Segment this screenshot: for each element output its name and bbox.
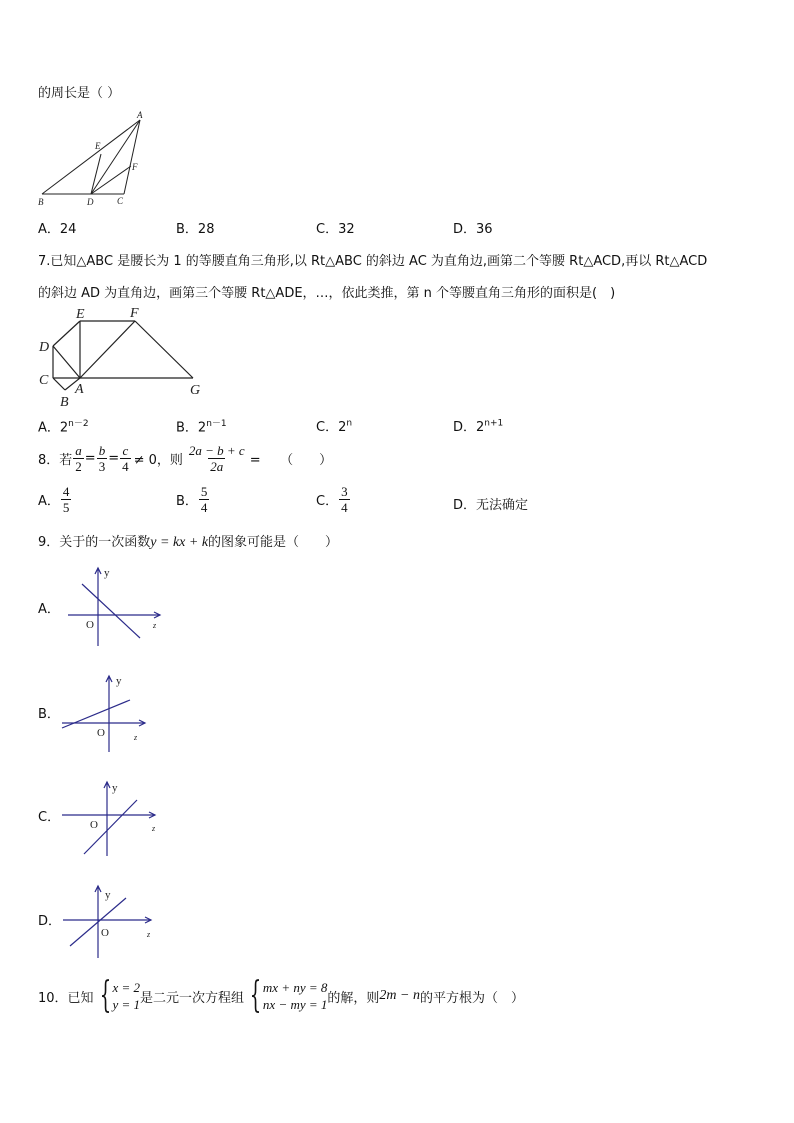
- q6-label-b: B: [38, 197, 44, 207]
- q7-label-a: A: [75, 382, 84, 397]
- q7-option-d: [453, 416, 503, 435]
- q8-f3-num: c: [122, 443, 129, 458]
- q7-option-c-base: C．2: [316, 420, 347, 435]
- q6-option-b: B．28: [176, 222, 215, 237]
- q8-option-b-label: B．: [176, 494, 198, 509]
- q9-b-y-label: y: [116, 675, 122, 687]
- q8-f1-num: a: [75, 443, 82, 458]
- q10-tail2: 的平方根为（ ）: [419, 990, 524, 1006]
- q8-option-b: [176, 484, 210, 515]
- q8-option-c-fraction: [339, 484, 350, 515]
- q9-graph-c: [60, 776, 165, 858]
- q8-option-a: [38, 484, 72, 515]
- q7-label-d: D: [39, 340, 50, 355]
- q6-label-a: A: [137, 110, 143, 120]
- q8-f4-den: 2a: [210, 459, 224, 474]
- q8-fraction-a: [73, 443, 84, 474]
- q9-a-x-label: z: [153, 621, 157, 630]
- q6-text: 的周长是（ ）: [38, 86, 121, 101]
- q7-option-a-exp: n－2: [68, 419, 89, 429]
- q9-d-origin-label: O: [101, 927, 109, 939]
- q8-fraction-expr: [187, 443, 247, 474]
- q8-eq1: =: [84, 451, 96, 466]
- q8-option-c-label: C．: [316, 494, 339, 509]
- q9-option-c-label: C．: [38, 810, 61, 825]
- q8-option-a-label: A．: [38, 494, 60, 509]
- q6-label-d: D: [87, 197, 94, 207]
- q7-label-b: B: [60, 395, 69, 410]
- q8-option-c: [316, 484, 351, 515]
- q9-tail: 的图象可能是（ ）: [208, 535, 339, 550]
- q9-d-y-label: y: [105, 889, 111, 901]
- q8-option-b-num: 5: [200, 484, 208, 499]
- q8-option-a-fraction: [61, 484, 72, 515]
- q6-label-e: E: [95, 141, 101, 151]
- q7-option-b-base: B．2: [176, 420, 207, 436]
- q10-stem: [38, 975, 524, 1016]
- q8-option-b-den: 4: [200, 500, 208, 515]
- q7-label-c: C: [39, 373, 49, 388]
- q7-label-f: F: [130, 306, 139, 321]
- q8-option-a-num: 4: [62, 484, 70, 499]
- q9-option-a-label: A．: [38, 602, 60, 617]
- q7-option-b: [176, 416, 227, 435]
- q10-mid: 是二元一次方程组: [140, 990, 245, 1006]
- q7-option-c-exp: n: [346, 418, 353, 429]
- q9-formula: y = kx + k: [150, 535, 209, 550]
- q6-option-a: A．24: [38, 222, 77, 237]
- q7-option-a-base: A．2: [38, 420, 69, 436]
- q6-option-d: D．36: [453, 222, 493, 237]
- q9-b-x-label: z: [134, 733, 138, 742]
- q8-f4-num: 2a − b + c: [188, 443, 245, 458]
- q10-system-solution: [94, 975, 140, 1016]
- q8-eq2: =: [108, 451, 120, 466]
- q7-text-line1: 7.已知△ABC 是腰长为 1 的等腰直角三角形,以 Rt△ABC 的斜边 AC 为直角边,画第二个等腰 Rt△ACD,再以 Rt△ACD: [38, 254, 708, 269]
- q10-sys2-row1: mx + ny = 8: [262, 980, 328, 995]
- q6-label-c: C: [117, 196, 124, 206]
- q8-fraction-c: [120, 443, 131, 474]
- q9-a-y-label: y: [104, 567, 110, 579]
- q8-option-d: D．无法确定: [453, 498, 529, 513]
- q8-option-c-num: 3: [341, 484, 348, 499]
- q7-option-a: [38, 416, 89, 435]
- q7-option-d-exp: n+1: [484, 418, 504, 429]
- q9-option-d-label: D．: [38, 914, 62, 929]
- q10-brace-1: {: [99, 975, 111, 1016]
- q9-option-b-label: B．: [38, 707, 60, 722]
- q8-f3-den: 4: [122, 459, 129, 474]
- q7-option-b-exp: n－1: [206, 419, 227, 429]
- q8-option-c-den: 4: [341, 500, 348, 515]
- q8-ne: ≠ 0，则: [133, 453, 183, 468]
- q10-sys2-row2: nx − my = 1: [262, 997, 328, 1012]
- q10-sys1-row2: y = 1: [112, 997, 140, 1012]
- q8-stem: [38, 443, 332, 474]
- q9-graph-d: [60, 880, 165, 960]
- q9-d-x-label: z: [147, 930, 151, 939]
- q9-graph-a: [60, 562, 170, 648]
- q10-system-equations: [244, 975, 328, 1016]
- q9-prefix: 9．关于的一次函数: [38, 535, 151, 550]
- q8-option-b-fraction: [199, 484, 210, 515]
- q7-label-g: G: [190, 383, 201, 398]
- q8-f2-den: 3: [98, 459, 106, 474]
- q10-tail1: 的解，则: [327, 990, 380, 1006]
- q9-c-origin-label: O: [90, 819, 98, 831]
- q6-figure: [36, 108, 156, 208]
- q8-option-a-den: 5: [62, 500, 70, 515]
- q8-fraction-b: [97, 443, 108, 474]
- q10-expr: 2m − n: [379, 988, 420, 1003]
- q10-brace-2: {: [249, 975, 262, 1016]
- q6-label-f: F: [132, 162, 138, 172]
- q8-prefix: 8．若: [38, 453, 73, 468]
- q7-option-c: [316, 416, 352, 435]
- q7-option-d-base: D．2: [453, 420, 485, 435]
- q10-prefix: 10．已知: [38, 990, 94, 1006]
- q8-f1-den: 2: [75, 459, 82, 474]
- q7-label-e: E: [76, 307, 85, 322]
- q8-f2-num: b: [98, 443, 106, 458]
- q7-text-line2: 的斜边 AD 为直角边，画第三个等腰 Rt△ADE，…，依此类推，第 n 个等腰直角三角形的面积是( ): [38, 286, 616, 301]
- q9-b-origin-label: O: [97, 727, 105, 739]
- q9-stem: [38, 531, 338, 551]
- q8-tail: = （ ）: [249, 453, 333, 468]
- q9-graph-b: [58, 670, 158, 754]
- q6-option-c: C．32: [316, 222, 355, 237]
- q7-figure: [36, 300, 211, 410]
- q9-c-y-label: y: [112, 782, 118, 794]
- q10-sys1-row1: x = 2: [112, 980, 140, 995]
- q9-c-x-label: z: [152, 824, 156, 833]
- q9-a-origin-label: O: [86, 619, 94, 631]
